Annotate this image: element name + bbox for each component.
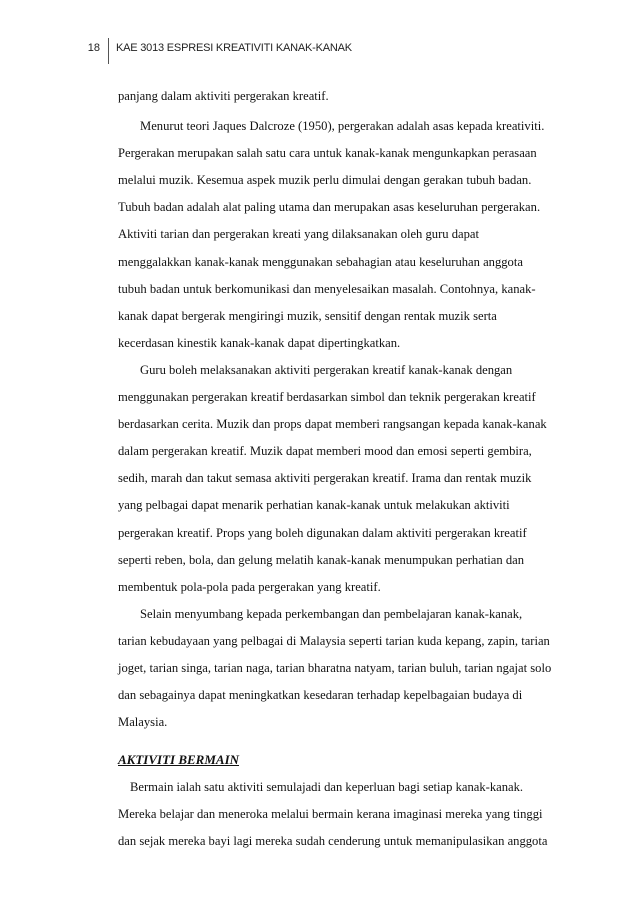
text-line: Guru boleh melaksanakan aktiviti pergerakan kreatif kanak-kanak dengan: [140, 362, 513, 377]
text-line: dan sebagainya dapat meningkatkan kesedaran terhadap kepelbagaian budaya di: [118, 688, 523, 703]
paragraph-bermain: [118, 774, 558, 855]
text-line: melalui muzik. Kesemua aspek muzik perlu dimulai dengan gerakan tubuh badan.: [118, 173, 532, 188]
text-line: Menurut teori Jaques Dalcroze (1950), pergerakan adalah asas kepada kreativiti.: [140, 119, 545, 134]
text-line: berdasarkan cerita. Muzik dan props dapat memberi rangsangan kepada kanak-kanak: [118, 417, 547, 432]
paragraph-dalcroze: [118, 113, 558, 357]
text-line: yang pelbagai dapat menarik perhatian kanak-kanak untuk melakukan aktiviti: [118, 498, 510, 513]
text-line: menggalakkan kanak-kanak menggunakan sebahagian atau keseluruhan anggota: [118, 254, 523, 269]
text-line: Tubuh badan adalah alat paling utama dan merupakan asas keseluruhan pergerakan.: [118, 200, 541, 215]
text-line: kecerdasan kinestik kanak-kanak dapat dipertingkatkan.: [118, 335, 401, 350]
text-line: Pergerakan merupakan salah satu cara untuk kanak-kanak mengunkapkan perasaan: [118, 146, 537, 161]
text-line: pergerakan kreatif. Props yang boleh digunakan dalam aktiviti pergerakan kreatif: [118, 525, 527, 540]
text-line: Selain menyumbang kepada perkembangan dan pembelajaran kanak-kanak,: [140, 606, 523, 621]
header-divider: [108, 38, 109, 64]
text-line: tarian kebudayaan yang pelbagai di Malaysia seperti tarian kuda kepang, zapin, tarian: [118, 633, 550, 648]
text-line: dan sejak mereka bayi lagi mereka sudah cenderung untuk memanipulasikan anggota: [118, 834, 548, 849]
text-line: seperti reben, bola, dan gelung melatih kanak-kanak menumpukan perhatian dan: [118, 552, 525, 567]
text-line: panjang dalam aktiviti pergerakan kreatif.: [118, 89, 329, 103]
text-line: Malaysia.: [118, 715, 168, 730]
section-heading: AKTIVITI BERMAIN: [118, 752, 240, 768]
page-header: [0, 38, 638, 64]
header-title: KAE 3013 ESPRESI KREATIVITI KANAK-KANAK: [116, 42, 352, 54]
paragraph-guru: [118, 357, 558, 601]
text-line: menggunakan pergerakan kreatif berdasarkan simbol dan teknik pergerakan kreatif: [118, 390, 536, 405]
page-number: 18: [87, 42, 100, 54]
text-line: membentuk pola-pola pada pergerakan yang kreatif.: [118, 579, 381, 594]
text-line: Aktiviti tarian dan pergerakan kreati yang dilaksanakan oleh guru dapat: [118, 227, 480, 242]
document-body: [118, 83, 558, 856]
text-line: Mereka belajar dan meneroka melalui bermain kerana imaginasi mereka yang tinggi: [118, 807, 543, 822]
text-line: dalam pergerakan kreatif. Muzik dapat memberi mood dan emosi seperti gembira,: [118, 444, 532, 459]
paragraph-tarian: [118, 601, 558, 736]
text-line: Bermain ialah satu aktiviti semulajadi dan keperluan bagi setiap kanak-kanak.: [130, 780, 524, 795]
text-line: tubuh badan untuk berkomunikasi dan menyelesaikan masalah. Contohnya, kanak-: [118, 281, 536, 296]
paragraph-continuation: [118, 83, 558, 110]
text-line: joget, tarian singa, tarian naga, tarian bharatna natyam, tarian buluh, tarian ngajat solo: [118, 660, 552, 675]
text-line: sedih, marah dan takut semasa aktiviti pergerakan kreatif. Irama dan rentak muzik: [118, 471, 532, 486]
text-line: kanak dapat bergerak mengiringi muzik, sensitif dengan rentak muzik serta: [118, 308, 497, 323]
